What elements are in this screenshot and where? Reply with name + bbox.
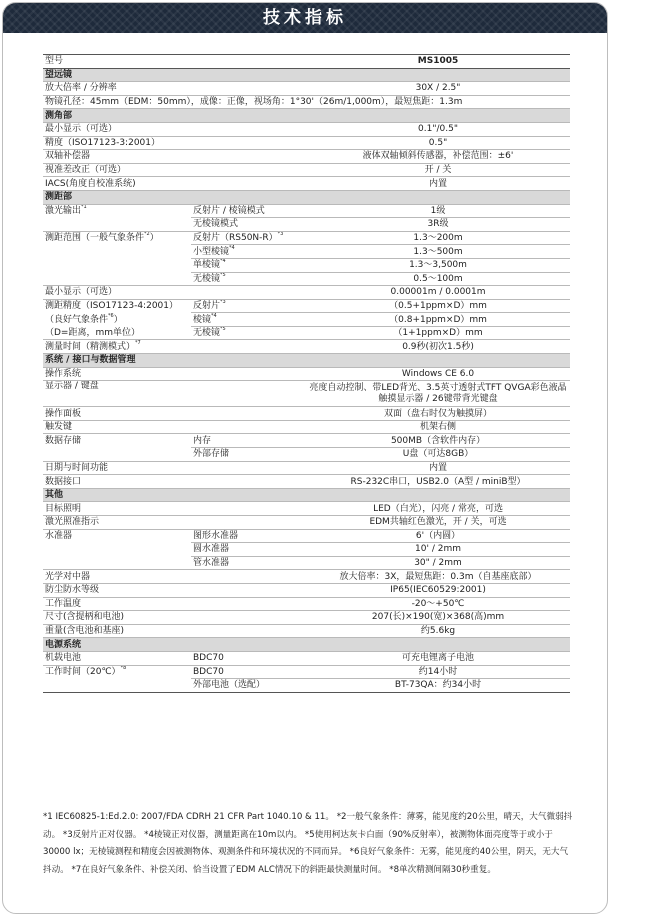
table-row: 圆水准器 10' / 2mm <box>43 543 570 557</box>
table-row: 外部存储 U盘（可达8GB） <box>43 448 570 462</box>
table-row: 测量时间（精测模式）$^{*7}$ 0.9秒(初次1.5秒) <box>43 340 570 354</box>
table-row: 管水准器 30" / 2mm <box>43 556 570 570</box>
table-row: 显示器 / 键盘 亮度自动控制、带LED背光、3.5英寸透射式TFT QVGA彩色液晶触摸显示器 / 26键带背光键盘 <box>43 381 570 407</box>
spec-sheet-panel <box>2 2 608 914</box>
table-row: 激光输出$^{*1}$ 反射片 / 棱镜模式 1级 <box>43 204 570 218</box>
table-row: 操作系统 Windows CE 6.0 <box>43 367 570 381</box>
table-row: 精度（ISO17123-3:2001） 0.5" <box>43 136 570 150</box>
table-row: 无棱镜$^{*5}$ 0.5～100m <box>43 272 570 286</box>
table-row: IACS(角度自校准系统) 内置 <box>43 177 570 191</box>
spec-table <box>43 54 570 693</box>
table-row: 物镜孔径：45mm（EDM：50mm），成像：正像，视场角：1°30'（26m/1,000m），最短焦距：1.3m <box>43 95 570 109</box>
table-row: 单棱镜$^{*4}$ 1.3～3,500m <box>43 258 570 272</box>
table-row: 最小显示（可选） 0.00001m / 0.0001m <box>43 286 570 300</box>
section-header: 其他 <box>43 488 570 502</box>
table-row: 双轴补偿器 液体双轴倾斜传感器，补偿范围：±6' <box>43 150 570 164</box>
table-row: 外部电池（选配） BT-73QA：约34小时 <box>43 679 570 693</box>
table-row: 操作面板 双面（盘右时仅为触摸屏） <box>43 407 570 421</box>
table-row: （良好气象条件$^{*6}$） 棱镜$^{*4}$ （0.8+1ppm×D）mm <box>43 313 570 327</box>
section-header: 测角部 <box>43 109 570 123</box>
section-header: 电源系统 <box>43 638 570 652</box>
table-row: 数据接口 RS-232C串口，USB2.0（A型 / miniB型） <box>43 475 570 489</box>
table-row: 机载电池 BDC70 可充电锂离子电池 <box>43 651 570 665</box>
table-row: 工作温度 -20～+50℃ <box>43 597 570 611</box>
table-row: 工作时间（20℃）$^{*8}$ BDC70 约14小时 <box>43 665 570 679</box>
table-row: 视准差改正（可选） 开 / 关 <box>43 163 570 177</box>
table-row: 数据存储 内存 500MB（含软件内存） <box>43 434 570 448</box>
table-row: 测距精度（ISO17123-4:2001） 反射片$^{*3}$ （0.5+1ppm×D）mm <box>43 299 570 313</box>
table-row: 放大倍率 / 分辨率 30X / 2.5" <box>43 82 570 96</box>
model-value: MS1005 <box>417 56 459 67</box>
page-title: 技术指标 <box>3 3 607 33</box>
table-row: 小型棱镜$^{*4}$ 1.3～500m <box>43 245 570 259</box>
table-row: 无棱镜模式 3R级 <box>43 218 570 232</box>
table-row: 最小显示（可选） 0.1"/0.5" <box>43 122 570 136</box>
section-header: 系统 / 接口与数据管理 <box>43 354 570 368</box>
table-row: 激光照准指示 EDM共轴红色激光，开 / 关，可选 <box>43 516 570 530</box>
table-row: 防尘防水等级 IP65(IEC60529:2001) <box>43 583 570 597</box>
table-row <box>43 55 570 69</box>
table-row: 尺寸(含提柄和电池) 207(长)×190(宽)×368(高)mm <box>43 611 570 625</box>
table-row: 触发键 机架右侧 <box>43 420 570 434</box>
table-row: 水准器 图形水准器 6'（内圆） <box>43 529 570 543</box>
table-row: 日期与时间功能 内置 <box>43 461 570 475</box>
table-row: 光学对中器 放大倍率：3X，最短焦距：0.3m（自基座底部） <box>43 570 570 584</box>
table-row: （D=距离，mm单位） 无棱镜$^{*5}$ （1+1ppm×D）mm <box>43 326 570 340</box>
model-label: 型号 <box>45 56 64 67</box>
table-row: 目标照明 LED（白光），闪亮 / 常亮，可选 <box>43 502 570 516</box>
section-header: 望远镜 <box>43 68 570 82</box>
section-header: 测距部 <box>43 190 570 204</box>
footnotes: *1 IEC60825-1:Ed.2.0: 2007/FDA CDRH 21 CFR Part 1040.10 & 11。 *2一般气象条件：薄雾，能见度约20公里，晴天，大气微弱抖动。 *3反射片正对仪器。 *4棱镜正对仪器，测量距离在10m以内。 *5使用柯达灰卡白面（90%反射率），被测物体面亮度等于或小于30000 lx；无棱镜测程和精度会因被测物体、观测条件和环境状况的不同而异。 *6良好气象条件：无雾，能见度约40公里，阴天，无大气抖动。 *7在良好气象条件、补偿关闭、恰当设置了EDM ALC情况下的斜距最快测量时间。 *8单次精测间隔30秒重复。 <box>43 812 573 875</box>
table-row: 重量(含电池和基座) 约5.6kg <box>43 624 570 638</box>
table-row: 测距范围（一般气象条件$^{*2}$） 反射片$(RS50N-R)^{*3}$ 1.3～200m <box>43 231 570 245</box>
